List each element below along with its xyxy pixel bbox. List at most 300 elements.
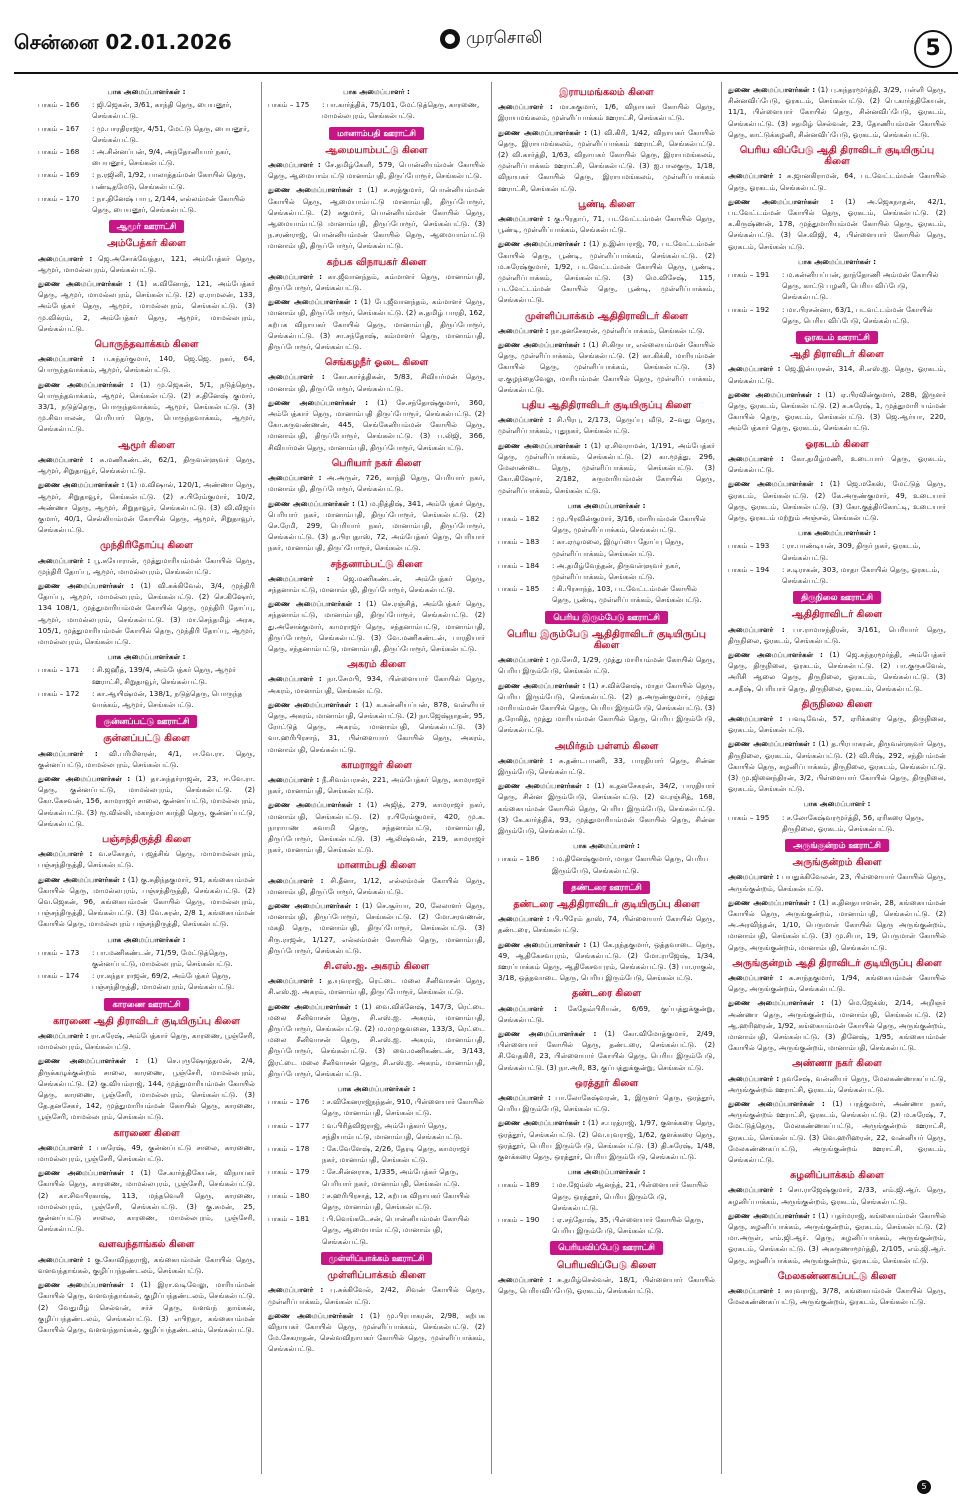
role-label: அமைப்பாளர் : (38, 849, 93, 859)
organiser-details: கோ.கார்த்திகன், 5/83, சிவியர்மன் தெரு, மானாம்பதி, திருப்போரூர், செங்கல்பட்டு. (268, 372, 485, 393)
organiser-entry (498, 1003, 715, 1025)
panchayat-label: ஓரகடம் ஊராட்சி (796, 331, 878, 344)
organiser-entry (498, 414, 715, 436)
branch-title: ஆமையாம்பட்டு கிளை (325, 144, 428, 156)
booth-organiser: : ச.டிராகன், 303, மாதா கோயில் தெரு, ஓரகடம், செங்கல்பட்டு. (782, 564, 940, 585)
branch-title: மானாம்பதி கிளை (337, 860, 416, 872)
organiser-entry (498, 755, 715, 777)
role-label: துணை அமைப்பாளர்கள் : (728, 1210, 816, 1220)
role-label: அமைப்பாளர் : (38, 1142, 92, 1152)
organiser-entry (38, 278, 255, 334)
booth-number: பாகம் – 181 (268, 1214, 310, 1224)
booth-organiser: : மா.பிரசன்னா, 63/1, படவட்டம்மன் கோயில் தெரு, பெரிய விப்பேடு, செங்கல்பட்டு. (782, 304, 933, 325)
role-label: துணை அமைப்பாளர்கள் : (728, 85, 816, 94)
booth-organiser: : ரா.கந்தா ராஜன், 69/2, அம்பேத்கர் தெரு, பஞ்சந்திருத்தி, மாமல்லபுரம், செங்கல்பட்டு. (92, 971, 235, 992)
branch-title: பெரியவிப்பேடு கிளை (556, 1259, 657, 1271)
role-label: அமைப்பாளர் : (728, 364, 781, 374)
booth-organiser: : ம.தினேஷ்குமார், மாதா கோயில் தெரு, பெரிய இரும்பேடு, செங்கல்பட்டு. (552, 854, 709, 875)
role-label: அமைப்பாளர் : (38, 1254, 91, 1264)
column-3 (492, 82, 722, 1474)
branch-title: பூண்டி கிளை (578, 198, 635, 210)
role-label: துணை அமைப்பாளர்கள் : (498, 239, 587, 249)
branch-title: வளவந்தாங்கல் கிளை (98, 1239, 195, 1251)
panchayat-label: மானாம்பதி ஊராட்சி (329, 127, 424, 140)
organiser-entry (38, 1279, 255, 1335)
role-label: அமைப்பாளர் : (728, 872, 780, 882)
organiser-entry (38, 555, 255, 577)
booth-organisers-heading: பாக அமைப்பாளர்கள் : (107, 934, 186, 944)
organiser-details: பவடிவேல், 57, ஏரிக்கரை தெரு, திருநிலை, ஓரகடம், செங்கல்பட்டு. (728, 713, 946, 735)
organiser-entry (498, 101, 715, 123)
branch-title: முள்ளிப்பாக்கம் கிளை (327, 1270, 426, 1282)
role-label: துணை அமைப்பாளர்கள் : (498, 127, 587, 137)
booth-entry (268, 1120, 485, 1142)
role-label: அமைப்பாளர் : (498, 325, 549, 335)
role-label: அமைப்பாளர் : (268, 372, 325, 382)
booth-number: பாகம் – 176 (268, 1097, 310, 1107)
organiser-details: (1) பு.சுந்தரமூர்த்தி, 3/29, பள்ளி தெரு, சின்னவிப்பேடு, ஓரகடம், செங்கல்பட்டு. (2) பெ.கார்த்திகேயன், 11/1, பிள்ளையார் கோயில் தெரு, சின்னவிப்பேடு, ஓரகடம், செங்கல்பட்டு. (3) சதமிழ் செல்வன், 23, தோணியம்மன் கோயில் தெரு, காட்டுக்கழனி, சின்னவிப்பேடு, ஓரகடம், செங்கல்பட்டு. (728, 85, 946, 139)
organiser-details: கு.கோவிந்தராஜ், கங்கையம்மன் கோயில் தெரு, வளவந்தாங்கல், குழிப்பந்தண்டலம், செங்கல்பட்டு. (38, 1254, 255, 1275)
booth-organiser: : பா.கார்த்திக், 75/101, மேட்டுத்தெரு, காரணை, மாமல்லபுரம், செங்கல்பட்டு. (322, 100, 480, 121)
organiser-details: (1) கே.நந்தகுமார், ஒத்தவாடை தெரு, 49, ஆதிகேசவபுரம், செங்கல்பட்டு. (2) மோ.ராஜேஷ், 1/34, ஊரப்பாக்கம் தெரு, ஆதிகேசவபுரம், செங்கல்பட்டு. (3) பா.ராகுல், 3/18, ஒத்தவாடை தெரு, பெரிய இரும்பேடு, செங்கல்பட்டு. (498, 939, 715, 983)
organiser-entry (268, 799, 485, 855)
organiser-details: கு.பிரதாப், 71, படவேட்டம்மன் கோயில் தெரு, பூண்டி, முள்ளிப்பாக்கம், செங்கல்பட்டு. (498, 214, 715, 235)
organiser-entry (728, 1285, 946, 1307)
organiser-details: (1) சே.சந்தோஷ்குமார், 360, அம்பேத்கார் தெரு, மானாம்பதி திருப்போரூர், செங்கல்பட்டு. (2) கோ.கருவண்ணன், 445, செங்கேனியம்மன் கோயில் தெரு, மானாம்பதி, திருப்போரூர், செங்கல்பட்டு. (3) ப.லிஜி, 366, சிவியர்மன் தெரு, மானாம்பதி, திருப்போரூர், செங்கல்பட்டு. (268, 397, 485, 452)
organiser-entry (38, 454, 255, 476)
organiser-entry (38, 848, 255, 870)
article-columns (32, 82, 952, 1474)
organiser-entry (728, 170, 946, 192)
organiser-entry (498, 1092, 715, 1114)
booth-number: பாகம் – 189 (498, 1180, 540, 1190)
organiser-details: (1) தா.சுந்தர்ராஜன், 23, ஈ.வே.ரா. தெரு, குன்னப்பட்டு, மாமல்லபுரம், செங்கல்பட்டு. (2) கோ.கேசவன், 156, காமராஜர் சாலை, குன்னப்பட்டு, மாமல்லபுரம், செங்கல்பட்டு. (3) ரூ.வில்லி, மகாத்மா காந்தி தெரு, குன்னப்பட்டு, செங்கல்பட்டு. (38, 773, 255, 828)
role-label: அமைப்பாளர் : (498, 214, 551, 224)
booth-organisers-heading: பாக அமைப்பாளர்கள் : (567, 1167, 646, 1177)
organiser-details: (1) வி.கிரி, 1/42, விநாயகர் கோயில் தெரு, இராயமங்கலம், முள்ளிப்பாக்கம் ஊராட்சி, செங்கல்பட்டு. (2) வி.கார்த்தி, 1/63, விநாயகர் கோயில் தெரு, இராயமங்கலம், முள்ளிப்பாக்கம் ஊராட்சி, செங்கல்பட்டு. (3) ஐ.பாலகுரு, 1/18, விநாயகர் கோயில் தெரு, இராயமங்கலம், முள்ளிப்பாக்கம் ஊராட்சி, செங்கல்பட்டு. (498, 127, 715, 193)
column-4 (722, 82, 952, 1474)
booth-organiser: : வ.பிரித்விஜராஜ், அம்பேத்கார் தெரு, சந்தியாம்பட்டு, மானாம்பதி, செங்கல்பட்டு. (322, 1120, 463, 1141)
branch-title: அருங்குன்றம் கிளை (792, 857, 882, 869)
role-label: துணை அமைப்பாளர்கள் : (38, 874, 126, 884)
organiser-entry (268, 1001, 485, 1079)
booth-entry (38, 664, 255, 686)
role-label: அமைப்பாளர் : (728, 171, 782, 181)
organiser-entry (38, 1055, 255, 1122)
organiser-details: நீ.சிவம்பரசன், 221, அம்பேத்கர் தெரு, காமராஜர் நகர், மானாம்பதி, செங்கல்பட்டு. (268, 774, 485, 796)
panchayat-banner (268, 127, 485, 140)
booth-number: பாகம் – 180 (268, 1190, 310, 1200)
booth-entry (38, 688, 255, 710)
organiser-entry (268, 397, 485, 453)
organiser-details: ஜெ.இன்பரசன், 314, சி.எஸ்.ஐ. தெரு, ஓரகடம், செங்கல்பட்டு. (728, 364, 946, 385)
booth-organisers-heading: பாக அமைப்பாளர் : (573, 841, 640, 851)
organiser-entry (38, 580, 255, 647)
panchayat-label: பெரிய இரும்பேடு ஊராட்சி (545, 611, 668, 624)
role-label: துணை அமைப்பாளர்கள் : (38, 773, 131, 783)
organiser-entry (498, 939, 715, 984)
role-label: துணை அமைப்பாளர்கள் : (38, 279, 132, 289)
role-label: துணை அமைப்பாளர்கள் : (268, 699, 359, 709)
organiser-entry (268, 1310, 485, 1355)
organiser-details: (1) கோ.விமோத்குமார், 2/49, பிள்ளையார் கோயில் தெரு, தண்டரை, செங்கல்பட்டு. (2) சி.வேதகிரி, 23, பிள்ளையார் கோயில் தெரு, பெரிய இரும்பேடு, செங்கல்பட்டு. (3) நா.அரி, 83, குப்பத்துக்குன்று, செங்கல்பட்டு. (498, 1029, 715, 1072)
organiser-details: கேதேவ்பிரியன், 6/69, குப்பத்துக்குன்று, செங்கல்பட்டு. (498, 1003, 715, 1024)
organiser-entry (498, 127, 715, 194)
organiser-details: மு.சேமி, 1/29, முத்து மாரியம்மன் கோயில் தெரு, பெரிய இரும்பேடு, செங்கல்பட்டு. (498, 655, 715, 676)
organiser-details: (1) வை.விக்னேஷ், 147/3, ரெட்டை மலை சீனிவாசன் தெரு, சி.எஸ்.ஐ. அகரம், மானாம்பதி, திருப்போரூர், செங்கல்பட்டு. (2) ம.மமுகுவனை, 133/3, ரெட்டை மலை சீனிவாசன் தெரு, சி.எஸ்.ஐ. அகரம், மானாம்பதி, திருப்போரூர், செங்கல்பட்டு. (3) வை.மணிகண்டன், 3/143, இரட்டை மலை சீனிவாசன் தெரு, சி.எஸ்.ஐ. அகரம், மானாம்பதி, திருப்போரூர், செங்கல்பட்டு. (268, 1001, 485, 1078)
organiser-entry (498, 780, 715, 836)
booth-organiser: : ச.ஹரிபிரசாத், 12, கற்பக விநாயகர் கோயில் தெரு, மானாம்பதி, செங்கல்பட்டு. (322, 1190, 470, 1212)
role-label: துணை அமைப்பாளர்கள் : (268, 599, 361, 609)
organiser-details: (1) க.தனசேகரன், 34/2, பாரதியார் தெரு, சின்ன இரும்பேடு, செங்கல்பட்டு. (2) வ.ரஞ்சித், 168, கங்கையம்மன் கோயில் தெரு, பெரிய இரும்பேடு, செங்கல்பட்டு. (3) கே.கார்த்திக், 93, முத்துமாரியம்மன் கோயில் தெரு, சின்ன இரும்பேடு, செங்கல்பட்டு. (498, 781, 715, 835)
organiser-details: (1) க.வினோத், 121, அம்பேத்கர் தெரு, ஆமூர், மாமல்லபுரம், செங்கல்பட்டு. (2) ஏ.ராமலன், 133, அம்பேத்கர் தெரு, ஆமூர், மாமல்லபுரம், செங்கல்பட்டு. (3) மு.விக்ரம், 2, அம்பேத்கர் தெரு, ஆமூர், மாமல்லபுரம், செங்கல்பட்டு. (38, 279, 255, 333)
panchayat-banner (728, 591, 946, 604)
organiser-details: ரா.சுரேஷ், அம்பேத்கார் தெரு, காரணை, பூஞ்சேரி, மாமல்லபுரம், செங்கல்பட்டு. (38, 1031, 255, 1052)
booth-organiser: : ம.கன்னியப்பன், தாந்தோணி அம்மன் கோயில் தெரு, காட்டு பழனி, பெரிய விப்பேடு, செங்கல்பட்டு. (782, 270, 939, 302)
booth-organiser: : ஜி.ஜெகன், 3/61, காந்தி தெரு, பையனூர், செங்கல்பட்டு. (92, 100, 232, 121)
role-label: அமைப்பாளர் : (498, 1274, 552, 1284)
booth-number: பாகம் – 172 (38, 688, 80, 698)
organiser-details: பா.லோகேஷ்வரன், 1, இருளர் தெரு, ஒரத்தூர், பெரிய இரும்பேடு, செங்கல்பட்டு. (498, 1093, 715, 1114)
organiser-details: (1) செ.சூர்யா, 20, லேலாளர் தெரு, மானாம்பதி, திருப்போரூர், செங்கல்பட்டு. (2) மோ.சரவணன், மகதி தெரு, மானாம்பதி, திருப்போரூர், செங்கல்பட்டு. (3) சிரு.ராஜன், 1/127, எல்லம்மன் கோயில் தெரு, மானாம்பதி, திருப்போரூர், செங்கல்பட்டு. (268, 901, 485, 955)
booth-organisers-heading: பாக அமைப்பாளர் : (343, 87, 410, 96)
column-1 (32, 82, 262, 1474)
booth-organisers-heading: பாக அமைப்பாளர்கள் : (107, 87, 186, 96)
role-label: துணை அமைப்பாளர்கள் : (498, 1029, 597, 1039)
organiser-details: ஜெ.அசோக்வேத்தா, 121, அம்பேத்கர் தெரு, ஆமூர், மாமல்லபுரம், செங்கல்பட்டு. (38, 253, 255, 274)
organiser-details: (1) ஏ.சிவராமன், 1/191, அம்பேத்கர் தெரு, முள்ளிப்பாக்கம், செங்கல்பட்டு. (2) கா.மூத்து, 296, மேலாண்டை தெரு, முள்ளிப்பாக்கம், செங்கல்பட்டு. (3) கோ.கிஷோர், 2/182, சுருமாரியம்மன் கோயில் தெரு, முள்ளிப்பாக்கம், செங்கல்பட்டு. (498, 440, 715, 495)
organiser-entry (38, 874, 255, 930)
panchayat-banner (38, 998, 255, 1011)
booth-number: பாகம் – 178 (268, 1144, 310, 1154)
organiser-details: அ.அருள், 726, காந்தி தெரு, பெரியார் நகர், மானாம்பதி, திருப்போரூர், செங்கல்பட்டு. (268, 473, 485, 494)
panchayat-banner (728, 331, 946, 344)
booth-number: பாகம் – 169 (38, 170, 80, 180)
branch-title: சந்தனாம்பட்டு கிளை (330, 558, 423, 570)
role-label: துணை அமைப்பாளர்கள் : (268, 1310, 364, 1320)
role-label: அமைப்பாளர் : (728, 624, 785, 634)
role-label: அமைப்பாளர் : (728, 453, 784, 463)
role-label: அமைப்பாளர் : (38, 253, 93, 263)
organiser-entry (498, 654, 715, 676)
booth-entry (38, 146, 255, 168)
organiser-details: நவசேஷ், வன்னியர் தெரு, மேலகண்ணாகப்பட்டு, அருங்குன்றம் ஊராட்சி, ஓரகடம், செங்கல்பட்டு. (728, 1073, 946, 1094)
role-label: அமைப்பாளர் : (268, 160, 321, 170)
organiser-entry (268, 673, 485, 695)
branch-title: இராயமங்கலம் கிளை (559, 87, 654, 98)
branch-title: அம்பேத்கர் கிளை (107, 238, 186, 250)
branch-title: கற்பக விநாயகர் கிளை (326, 256, 427, 268)
booth-number: பாகம் – 192 (728, 304, 770, 314)
branch-title: அகரம் கிளை (347, 659, 406, 671)
booth-entry (38, 123, 255, 145)
booth-number: பாகம் – 195 (728, 812, 770, 822)
organiser-details: (1) மெ.ஜேக்ஸ், 2/14, அறிஞர் அண்ணா தெரு, அருங்குன்றம், மானாம்பதி, செங்கல்பட்டு. (2) ஆ.ஹரிஹரன், 1/92, கங்கையம்மன் கோயில் தெரு, அருங்குன்றம், மானாம்பதி, செங்கல்பட்டு. (3) தினேஷ், 1/95, கங்கையம்மன் கோயில் தெரு, அருங்குன்றம், மானாம்பதி, செங்கல்பட்டு. (728, 998, 946, 1053)
organiser-details: (1) அ.ஜெகநாதன், 42/1, படவேட்டம்மன் கோயில் தெரு, ஓரகடம், செங்கல்பட்டு. (2) க.கிருஷ்ணன், 178, முத்துமாரியம்மன் கோயில் தெரு, ஓரகடம், செங்கல்பட்டு. (3) செ.விஜி, 4, பிள்ளையார் கோயில் தெரு, ஓரகடம், செங்கல்பட்டு. (728, 196, 946, 251)
role-label: துணை அமைப்பாளர்கள் : (268, 185, 362, 195)
organiser-details: சு.சாந்தகுமார், 1/94, கங்கையம்மன் கோயில் தெரு, அருங்குன்றம், செங்கல்பட்டு. (728, 973, 946, 994)
role-label: துணை அமைப்பாளர்கள் : (38, 580, 134, 590)
booth-entry (728, 269, 946, 303)
branch-title: காரணை கிளை (113, 1127, 180, 1139)
organiser-entry (268, 1284, 485, 1306)
header-divider (14, 72, 958, 74)
organiser-entry (728, 738, 946, 794)
booth-organisers-heading: பாக அமைப்பாளர்கள் : (107, 652, 186, 662)
organiser-details: நா.சேமபி, 934, பிள்ளையார் கோயில் தெரு, அகரம், மானாம்பதி, செங்கல்பட்டு. (268, 674, 485, 695)
booth-number: பாகம் – 185 (498, 584, 540, 594)
booth-organisers-heading: பாக அமைப்பாளர் : (803, 799, 871, 809)
booth-organiser: : பி.வெங்கடேசன், பொன்னியம்மன் கோயில் தெரு, ஆமையாம்பட்டு, மானாம்பதி, செங்கல்பட்டு. (322, 1214, 470, 1246)
organiser-details: (1) செ.ரஞ்சித், அம்பேத்கர் தெரு, சந்தனாம்பட்டு, மானாம்பதி, திருப்போரூர், செங்கல்பட்டு. (2) து.அசோக்குமார், காமராஜர் தெரு, சந்தனாம்பட்டு, மானாம்பதி, திருப்போரூர், செங்கல்பட்டு. (3) வே.மணிகண்டன், பாரதியார் தெரு, சந்தனாம்பட்டு, மானாம்பதி, திருப்போரூர், செங்கல்பட்டு. (268, 599, 485, 653)
organiser-details: பூ.சுயோரான், முத்துமாரியம்மன் கோயில் தெரு, முந்திரி தோப்பு, ஆமூர், மாமல்லபுரம், செங்கல்பட்டு. (38, 555, 255, 576)
booth-organiser: : கா.ஆயிஷ்மன், 138/1, நடுத்தெரு, பொருந்த வாக்கம், ஆமூர், செங்கல்பட்டு. (92, 688, 243, 709)
booth-entry (728, 812, 946, 834)
booth-entry (268, 1166, 485, 1188)
booth-organiser: : சி.ஜஹீத், 139/4, அம்பேத்கர் தெரு, ஆமூர் ஊராட்சி, சிறுதாவூர், செங்கல்பட்டு. (92, 665, 236, 686)
booth-organiser: : ஏ.சந்தோஷ், 35, பிள்ளையார் கோயில் தெரு, பெரிய இரும்பேடு, செங்கல்பட்டு. (552, 1215, 704, 1236)
organiser-entry (498, 1028, 715, 1073)
booth-entry (728, 564, 946, 586)
branch-title: பெரியார் நகர் கிளை (331, 457, 422, 469)
role-label: அமைப்பாளர் : (268, 473, 322, 483)
branch-title: காரணை ஆதி திராவிடர் குடியிருப்பு கிளை (53, 1015, 240, 1027)
organiser-entry (728, 624, 946, 646)
organiser-details: (1) ந.இன்பராஜ், 70, படவேட்டம்மன் கோயில் தெரு, பூண்டி, முள்ளிப்பாக்கம், செங்கல்பட்டு. (2) ம.சுரேஷ்குமார், 1/92, படவேட்டம்மன் கோயில் தெரு, பூண்டி, முள்ளிப்பாக்கம், செங்கல்பட்டு. (3) மெ.விசேஷ், 115, படவேட்டம்மன் கோயில் தெரு, பூண்டி, முள்ளிப்பாக்கம், செங்கல்பட்டு. (498, 239, 715, 305)
role-label: துணை அமைப்பாளர்கள் : (728, 479, 824, 489)
organiser-details: மா.சுகுமார், 1/6, விநாயகர் கோயில் தெரு, இராயமங்கலம், முள்ளிப்பாக்கம் ஊராட்சி, செங்கல்பட்டு. (498, 102, 715, 123)
booth-entry (498, 1179, 715, 1213)
organiser-details: (1) ம.விஷால், 120/1, அண்ணா தெரு, ஆமூர், சிறுதாவூர், செங்கல்பட்டு. (2) ச.பிரேம்குமார், 10/2, அண்ணா தெரு, ஆமூர், சிறுதாவூர், செங்கல்பட்டு. (3) வி.விஜய் குமார், 40/1, செல்லியம்மன் கோயில் தெரு, ஆமூர், சிறுதாவூர், செங்கல்பட்டு. (38, 480, 255, 535)
role-label: துணை அமைப்பாளர்கள் : (268, 498, 355, 508)
role-label: துணை அமைப்பாளர்கள் : (38, 480, 125, 490)
organiser-entry (38, 773, 255, 829)
branch-title: திருநிலை கிளை (801, 698, 873, 710)
organiser-details: சி.பிரபு, 2/173, தெருப்பு வீடு, 2–வது தெரு, முள்ளிப்பாக்கம், புதுநகர், செங்கல்பட்டு. (498, 415, 715, 436)
booth-entry (38, 169, 255, 191)
booth-organiser: : அ.தமிழ்வேந்தன், திருவள்ளுவர் நகர், முள்ளிப்பாக்கம், செங்கல்பட்டு. (552, 560, 681, 581)
booth-organiser: : பா.மணிகண்டன், 71/59, மேட்டுத்தெரு, குன்னப்பட்டு, மாமல்லபுரம், செங்கல்பட்டு. (92, 947, 233, 969)
booth-number: பாகம் – 166 (38, 100, 80, 110)
organiser-details: பயதுக்கிவேலன், 23, பிள்ளையார் கோயில் தெரு, அருங்குன்றம், செங்கல்பட்டு. (728, 872, 946, 893)
role-label: துணை அமைப்பாளர்கள் : (728, 196, 834, 206)
branch-title: பெரிய விப்பேடு ஆதி திராவிடர் குடியிருப்பு கிளை (739, 145, 935, 168)
role-label: துணை அமைப்பாளர்கள் : (38, 379, 134, 389)
booth-organiser: : ச.விகேனராஜ்நந்தன், 910, பிள்ளையார் கோயில் தெரு, மானாம்பதி, செங்கல்பட்டு. (322, 1097, 485, 1118)
organiser-entry (268, 296, 485, 352)
organiser-details: ஜெ.மணிகண்டன், அம்பேத்கர் தெரு, சந்தனாம்பட்டு, மானாம்பதி, திருப்போரூர், செங்கல்பட்டு. (268, 573, 485, 594)
role-label: துணை அமைப்பாளர்கள் : (268, 1001, 358, 1011)
role-label: அமைப்பாளர் : (268, 271, 322, 281)
booth-entry (38, 947, 255, 969)
organiser-entry (268, 699, 485, 755)
branch-title: பஞ்சந்திருத்தி கிளை (102, 833, 191, 845)
role-label: அமைப்பாளர் : (498, 655, 549, 665)
branch-title: முந்திரிதோப்பு கிளை (100, 540, 193, 552)
organiser-entry (38, 1254, 255, 1276)
organiser-entry (728, 478, 946, 523)
branch-title: செங்கழநீர் ஓடை கிளை (324, 357, 429, 369)
masthead (440, 28, 543, 50)
booth-organisers-heading: பாக அமைப்பாளர்கள் : (337, 1084, 416, 1094)
role-label: அமைப்பாளர் : (268, 875, 324, 885)
booth-organiser: : கே.வேளேஷ், 2/26, தேரடி தெரு, காமராஜர் நகர், மானாம்பதி, செங்கல்பட்டு. (322, 1144, 470, 1165)
organiser-entry (268, 573, 485, 595)
organiser-entry (38, 1142, 255, 1164)
role-label: துணை அமைப்பாளர்கள் : (728, 649, 823, 659)
organiser-details: சு.ஜானகிராமன், 64, படவேட்டம்மன் கோயில் தெரு, ஓரகடம், செங்கல்பட்டு. (728, 171, 946, 192)
organiser-details: (1) க.தினதயாளன், 28, கங்கையம்மன் கோயில் தெரு, அருங்குன்றம், மானாம்பதி, செங்கல்பட்டு. (2) அ.அரவிந்தன், 1/10, பெருமாள் கோயில் தெரு அருங்குன்றம், மானாம்பதி, செங்கல்பட்டு. (3) மு.சிபா, 19, பெருமாள் கோயில் தெரு, அருங்குன்றம், மானாம்பதி, செங்கல்பட்டு. (728, 897, 946, 952)
booth-number: பாகம் – 186 (498, 854, 540, 864)
organiser-details: கோ.தமிழ்மணி, உடையார் தெரு, ஓரகடம், செங்கல்பட்டு. (728, 453, 946, 475)
branch-title: தண்டரை கிளை (571, 988, 642, 1000)
organiser-entry (728, 1210, 946, 1266)
booth-entry (38, 970, 255, 992)
booth-number: பாகம் – 170 (38, 193, 80, 203)
booth-entry (728, 540, 946, 562)
branch-title: அமிர்தம் பள்ளம் கிளை (554, 740, 659, 752)
booth-number: பாகம் – 177 (268, 1120, 310, 1130)
organiser-entry (268, 875, 485, 897)
organiser-details: (1) ச.பரத்ராஜ், 1/97, குளக்கரை தெரு, ஒரத்தூர், செங்கல்பட்டு. (2) வெ.யுவராஜ், 1/62, குளக்கரை தெரு, ஒரத்தூர், பெரிய இரும்பேடு, செங்கல்பட்டு. (3) தி.சுரேஷ், 1/48, குளக்கரை தெரு, ஒரத்தூர், பெரிய இரும்பேடு, செங்கல்பட்டு. (498, 1118, 715, 1162)
role-label: அமைப்பாளர் : (38, 555, 91, 565)
organiser-entry (728, 713, 946, 735)
booth-entry (728, 304, 946, 326)
panchayat-label: ஆமூர் ஊராட்சி (109, 220, 185, 233)
booth-number: பாகம் – 168 (38, 147, 80, 157)
role-label: அமைப்பாளர் : (268, 774, 320, 784)
role-label: துணை அமைப்பாளர்கள் : (728, 897, 816, 907)
organiser-entry (268, 774, 485, 796)
panchayat-banner (38, 220, 255, 233)
branch-title: மேலகண்ணகப்பட்டு கிளை (777, 1270, 897, 1282)
paper-name: முரசொலி (466, 28, 543, 48)
role-label: துணை அமைப்பாளர்கள் : (498, 440, 588, 450)
booth-organiser: : நா.தினேஷ் பாபு, 2/144, எல்லம்மன் கோயில் தெரு, பையனூர், செங்கல்பட்டு. (92, 193, 246, 215)
organiser-entry (268, 598, 485, 654)
booth-organisers-heading: பாக அமைப்பாளர்கள் : (567, 500, 646, 510)
role-label: அமைப்பாளர் : (498, 1003, 557, 1013)
organiser-entry (268, 472, 485, 494)
organiser-details: ப.சுந்தர்குமார், 140, ஜெ.ஜெ. நகர், 64, பொருந்தவாக்கம், ஆமூர், செங்கல்பட்டு. (38, 354, 255, 375)
organiser-entry (498, 680, 715, 736)
organiser-entry (38, 748, 255, 770)
organiser-entry (498, 238, 715, 305)
booth-entry (268, 1143, 485, 1165)
panchayat-banner (498, 1241, 715, 1254)
organiser-entry (38, 379, 255, 435)
panchayat-banner (498, 611, 715, 624)
organiser-details: வ.சகோதர், பஜத்சிங் தெரு, மாமாமல்லபுரம், பஞ்சந்திருத்தி, செங்கல்பட்டு. (38, 849, 255, 870)
organiser-details: (1) மு.ஜெகன், 5/1, நடுத்தெரு, பொருந்தவாக்கம், ஆமூர், செங்கல்பட்டு. (2) ச.தினேஷ் குமார், 33/1, நடுத்தெரு, பொருந்தவாக்கம், ஆமூர், செங்கல்பட்டு. (3) மு.சிவபாலன், பெரியார் தெரு, பொருந்தவாக்கம், ஆமூர், செங்கல்பட்டு. (38, 379, 255, 434)
organiser-details: கா.ஜீவானந்தம், கம்மாளர் தெரு, மானாம்பதி, திருப்போரூர், செங்கல்பட்டு. (268, 271, 485, 293)
booth-entry (38, 99, 255, 121)
organiser-entry (38, 353, 255, 375)
organiser-entry (38, 1030, 255, 1052)
panchayat-banner (728, 839, 946, 852)
booth-number: பாகம் – 190 (498, 1215, 540, 1225)
booth-number: பாகம் – 175 (268, 100, 310, 110)
organiser-entry (728, 871, 946, 893)
branch-title: ஆதிதிராவிடர் கிளை (791, 609, 883, 621)
organiser-details: பி.பிரேம் தாஸ், 74, பிள்ளையார் கோயில் தெரு, தண்டரை, செங்கல்பட்டு. (498, 914, 715, 935)
role-label: அமைப்பாளர் : (498, 755, 553, 765)
organiser-entry (498, 213, 715, 235)
organiser-details: (1) செ.புருஷோத்தமன், 2/4, திருக்கழுக்குன்றம் சாலை, காரணை, பூஞ்சேரி, மாமல்லபுரம், செங்கல்பட்டு. (2) கு.வியம்ராஜ், 144, முத்துமாரியம்மன் கோயில் தெரு, காரணை, பூஞ்சேரி, மாமல்லபுரம், செங்கல்பட்டு. (3) தே.தனசேகர், 142, முத்துமாரியம்மன் கோயில் தெரு, காரணை, பூஞ்சேரி, மாமல்லபுரம், செங்கல்பட்டு. (38, 1056, 255, 1122)
booth-number: பாகம் – 191 (728, 270, 770, 280)
booth-entry (498, 853, 715, 875)
booth-organiser: : மா.ஜேம்ஸ் ஆனந்த், 21, பிள்ளையார் கோயில் தெரு, ஒரத்தூர், பெரிய இரும்பேடு, செங்கல்பட்டு. (552, 1180, 709, 1212)
panchayat-banner (38, 715, 255, 728)
organiser-details: பா.ராமாசந்திரன், 3/161, பெரியார் தெரு, திருநிலை, ஓரகடம், செங்கல்பட்டு. (728, 624, 946, 645)
role-label: அமைப்பாளர் : (38, 1031, 89, 1041)
role-label: துணை அமைப்பாளர்கள் : (498, 1118, 586, 1128)
branch-title: ஓரகடம் கிளை (805, 438, 869, 450)
panchayat-label: தண்டரை ஊராட்சி (563, 881, 649, 894)
organiser-details: (1) சி.கிருபா, எல்லையம்மன் கோயில் தெரு, முள்ளிப்பாக்கம், செங்கல்பட்டு. (2) கா.கிக்கி, மாரியம்மன் கோயில் தெரு, முள்ளிப்பாக்கம், செங்கல்பட்டு. (3) ஏ.குழந்தைவேலு, மாரியம்மன் கோயில் தெரு, முள்ளிப் பாக்கம், செங்கல்பட்டு. (498, 340, 715, 394)
role-label: துணை அமைப்பாளர்கள் : (728, 1099, 825, 1109)
organiser-entry (498, 339, 715, 395)
organiser-entry (728, 972, 946, 994)
booth-entry (268, 1213, 485, 1247)
booth-organiser: : ந.ரஜினி, 1/92, பாலாத்தம்மன் கோயில் தெரு, பண்டிதமேடு, செங்கல்பட்டு. (92, 170, 246, 191)
organiser-entry (38, 1167, 255, 1234)
booth-organiser: : மு.பாரதிராஜா, 4/51, மேட்டு தெரு, பையனூர், செங்கல்பட்டு. (92, 123, 250, 144)
role-label: அமைப்பாளர் : (268, 976, 322, 986)
role-label: துணை அமைப்பாளர்கள் : (728, 389, 821, 399)
role-label: அமைப்பாளர் : (268, 674, 322, 684)
booth-organiser: : மு.பிரவின்குமார், 3/16, மாரியம்மன் கோயில் தெரு, முள்ளிப்பாக்கம், செங்கல்பட்டு. (552, 513, 706, 535)
organiser-entry (728, 1073, 946, 1095)
branch-title: பெரிய இரும்பேடு ஆதிதிராவிடர் குடியிருப்பு கிளை (507, 628, 706, 651)
role-label: துணை அமைப்பாளர்கள் : (498, 781, 590, 791)
booth-organiser: : கா.ஏழுமலை, இழுப்பை தோப்பு தெரு, முள்ளிப்பாக்கம், செங்கல்பட்டு. (552, 537, 684, 558)
booth-organiser: : ச.லோகேஷ்வரமூர்த்தி, 56, ஏரிகரை தெரு, திருநிலை, ஓரகடம், செங்கல்பட்டு. (782, 812, 925, 833)
organiser-details: (1) மு.பிரபாகரன், 2/98, கற்பக விநாயகர் கோயில் தெரு, முள்ளிப்பாக்கம், செங்கல்பட்டு. (2) மே.சேகராதன், செல்வவிநாயகர் கோயில் தெரு, முள்ளிப்பாக்கம், செங்கல்பட்டு. (268, 1310, 485, 1354)
branch-title: முள்ளிப்பாக்கம் ஆதிதிராவிடர் கிளை (525, 310, 688, 322)
panchayat-banner (498, 881, 715, 894)
booth-number: பாகம் – 193 (728, 541, 770, 551)
role-label: அமைப்பாளர் : (498, 102, 553, 112)
organiser-details: சி.தீனா, 1/12, எல்லம்மன் கோயில் தெரு, மானாம்பதி, திருப்போரூர், செங்கல்பட்டு. (268, 875, 485, 896)
organiser-details: சுயுவராஜ், 3/78, கங்கையம்மன் கோயில் தெரு, மேலகண்ணகப்பட்டு, அருங்குன்றம், ஓரகடம், செங்கல்பட்டு. (728, 1286, 946, 1307)
role-label: அமைப்பாளர் : (728, 1286, 781, 1296)
organiser-details: பு.சுக்கிவேல், 2/42, சிவன் கோயில் தெரு, முள்ளிப்பாக்கம், செங்கல்பட்டு. (268, 1285, 485, 1306)
booth-entry (498, 560, 715, 582)
branch-title: குன்னப்பட்டு கிளை (103, 733, 190, 745)
role-label: அமைப்பாளர் : (38, 454, 93, 464)
organiser-details: சு.மணிகண்டன், 62/1, திருவள்ளுவர் தெரு, ஆமூர், சிறுதாவூர், செங்கல்பட்டு. (38, 454, 255, 476)
organiser-details: (1) சே.கார்த்திகேயன், விநாயகர் கோயில் தெரு, காரணை, மாமல்லபுரம், பூஞ்சேரி, செங்கல்பட்டு. (2) கா.சிவபிரகாஷ், 113, மந்தவெளி தெரு, காரணை, மாமல்லபுரம், பூஞ்சேரி, செங்கல்பட்டு. (3) கு.சுமன், 25, குன்னப்பட்டு சாலை, காரணை, மாமல்லபுரம், பூஞ்சேரி, செங்கல்பட்டு. (38, 1168, 255, 1234)
organiser-details: (1) ச.விக்னேஷ், மாதா கோயில் தெரு, பெரிய இரும்பேடு, செங்கல்பட்டு. (2) த.அருண்குமார், முத்து மாரியம்மன் கோயில் தெரு, பெரிய இரும்பேடு, செங்கல்பட்டு. (3) த.ரோகித், முத்து மாரியம்மன் கோயில் தெரு, பெரிய இரும்பேடு, செங்கல்பட்டு. (498, 680, 715, 735)
organiser-details: (1) க.கன்னியப்பன், 878, வள்ளியர் தெரு, அகரம், மானாம்பதி, செங்கல்பட்டு. (2) நா.ஜேஷ்நாதன், 95, ரோட்டுத் தெரு, அகரம், மானாம்பதி, செங்கல்பட்டு. (3) வா.ஹரிபிரசாந், 31, பிள்ளையார் கோயில் தெரு, அகரம், மானாம்பதி, செங்கல்பட்டு. (268, 699, 485, 754)
organiser-entry (728, 389, 946, 434)
role-label: அமைப்பாளர் : (38, 748, 98, 758)
role-label: அமைப்பாளர் : (498, 415, 552, 425)
organiser-details: சே.தமிழ்கேளி, 579, பொன்னியம்மன் கோயில் தெரு, ஆமையாம்பட்டு மானாம்பதி, திருப்போரூர், செங்கல்பட்டு. (268, 160, 485, 181)
role-label: அமைப்பாளர் : (38, 354, 95, 364)
branch-title: அண்ணா நகர் கிளை (792, 1058, 882, 1070)
branch-title: தண்டரை ஆதிதிராவிடர் குடியிருப்பு கிளை (513, 899, 700, 910)
booth-number: பாகம் – 184 (498, 560, 540, 570)
branch-title: காமராஜர் கிளை (341, 759, 412, 771)
organiser-details: (1) இரா.வடிவேலு, மாரியம்மன் கோயில் தெரு, வளவந்தாங்கல், குழிப்பந்தண்டலம், செங்கல்பட்டு. (2) வேதுமிழ் செல்வன், சர்ச் தெரு, வளவந் தாங்கல், குழிப்பந்தண்டலம், செங்கல்பட்டு. (3) எபிறதா, கங்கையம்மன் கோயில் தெரு, வளவந்தாங்கல், குழிப்பந்தண்டலம், செங்கல்பட்டு. (38, 1280, 255, 1334)
organiser-entry (268, 184, 485, 251)
role-label: அமைப்பாளர் : (498, 1093, 551, 1103)
branch-title: ஆமூர் கிளை (118, 439, 175, 451)
organiser-entry (268, 900, 485, 956)
role-label: துணை அமைப்பாளர்கள் : (38, 1168, 134, 1178)
